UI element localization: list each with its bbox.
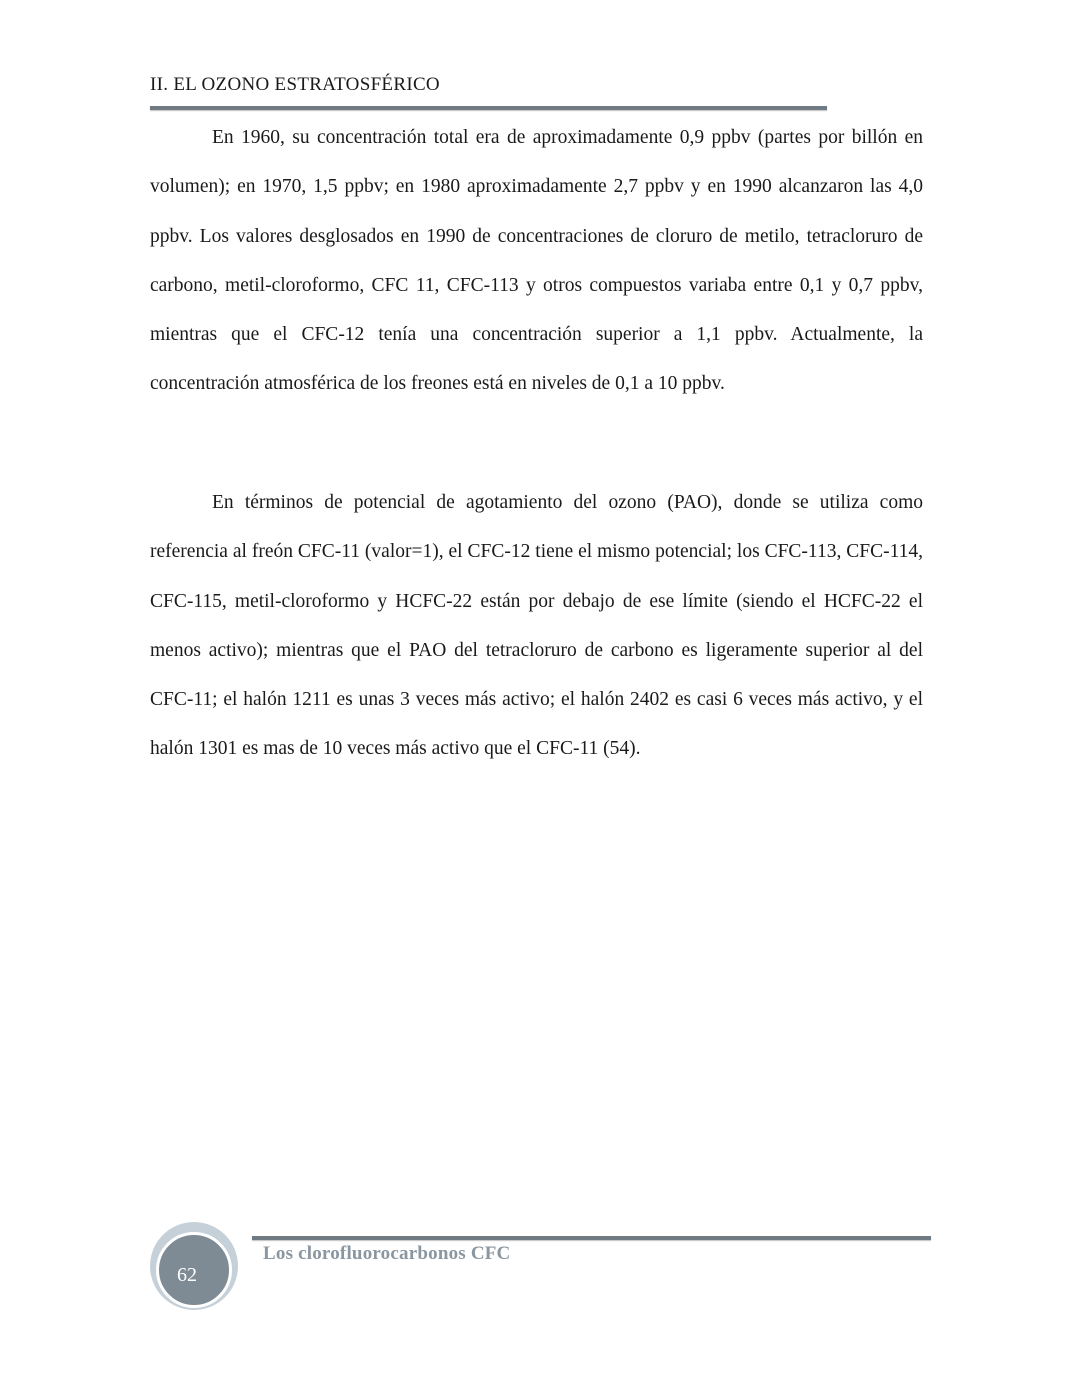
- footer-divider: [252, 1236, 931, 1240]
- paragraph: En términos de potencial de agotamiento del ozono (PAO), donde se utiliza como referencia al freón CFC-11 (valor=1), el CFC-12 tiene el mismo potencial; los CFC-113, CFC-114, CFC-115, metil-cloroformo y HCFC-22 están por debajo de ese límite (siendo el HCFC-22 el menos activo); mientras que el PAO del tetracloruro de carbono es ligeramente superior al del CFC-11; el halón 1211 es unas 3 veces más activo; el halón 2402 es casi 6 veces más activo, y el halón 1301 es mas de 10 veces más activo que el CFC-11 (54).: [150, 492, 923, 760]
- section-header: II. EL OZONO ESTRATOSFÉRICO: [150, 74, 440, 95]
- header-divider: [150, 106, 827, 110]
- page-number: 62: [177, 1264, 197, 1286]
- paragraph: En 1960, su concentración total era de aproximadamente 0,9 ppbv (partes por billón en volumen); en 1970, 1,5 ppbv; en 1980 aproximadamente 2,7 ppbv y en 1990 alcanzaron las 4,0 ppbv. Los valores desglosados en 1990 de concentraciones de cloruro de metilo, tetracloruro de carbono, metil-cloroformo, CFC 11, CFC-113 y otros compuestos variaba entre 0,1 y 0,7 ppbv, mientras que el CFC-12 tenía una concentración superior a 1,1 ppbv. Actualmente, la concentración atmosférica de los freones está en niveles de 0,1 a 10 ppbv.: [150, 127, 923, 395]
- footer-title: Los clorofluorocarbonos CFC: [263, 1243, 511, 1264]
